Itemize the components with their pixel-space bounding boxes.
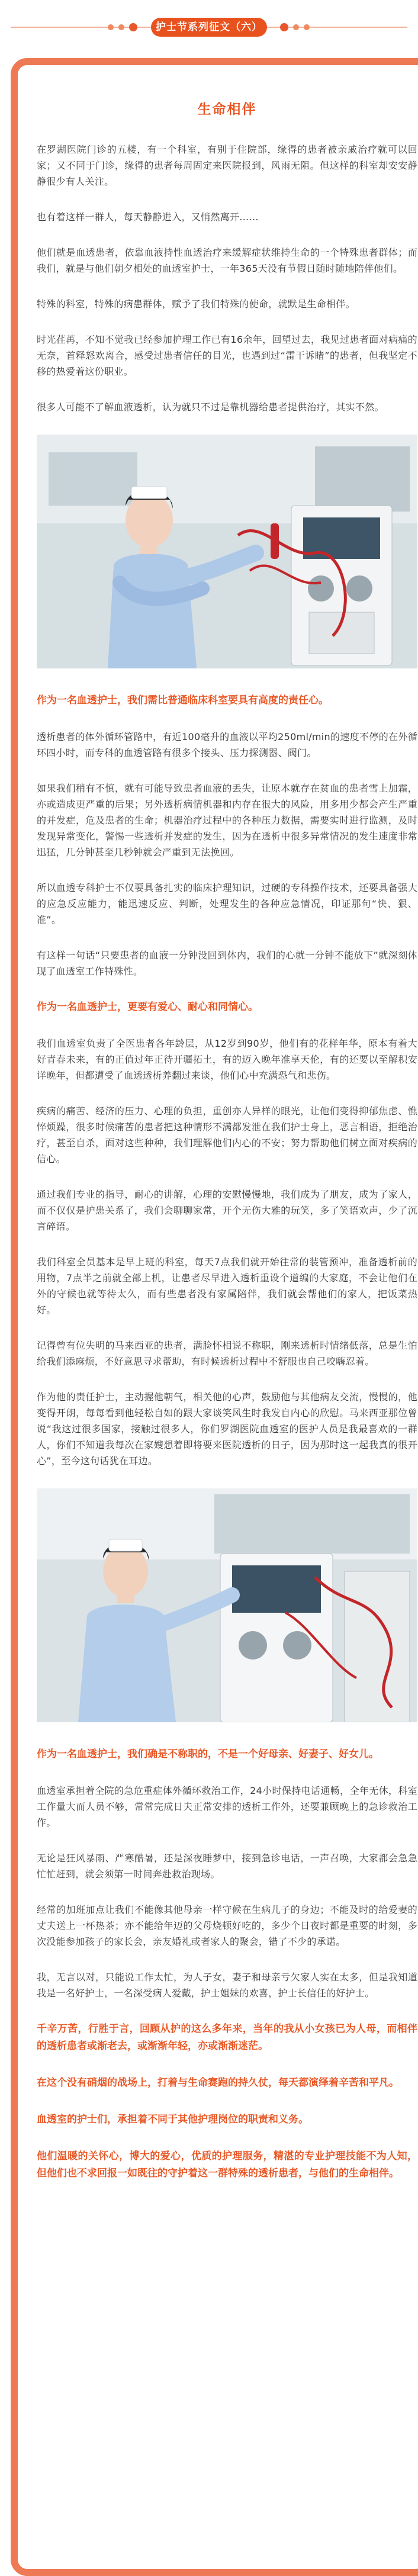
paragraph: 在罗湖医院门诊的五楼，有一个科室，有别于住院部，缘得的患者被亲戚治疗就可以回家；又不同于门诊，缘得的患者每周固定来医院报到，风雨无阻。但这样的科室却安安静静很少有人关注。: [37, 144, 417, 187]
header-dots-right: [280, 23, 310, 31]
nurse-photo-2: [37, 1488, 417, 1722]
paragraph: 我，无言以对，只能说工作太忙，为人子女，妻子和母亲亏欠家人实在太多，但是我知道我是一名好护士，一名深受病人爱戴，护士姐妹的欢喜，护士长信任的好护士。: [37, 1972, 417, 1999]
paragraph: 我们科室全员基本是早上班的科室，每天7点我们就开始往常的装管预冲，准备透析前的用物，7点半之前就全部上机，让患者尽早进入透析重设个道编的大家庭，不会让他们在外的守候也就等待太久，而有些患者没有家属陪伴，我们就会帮他们的家人，把饭菜热好。: [37, 1256, 417, 1316]
closing-statement: 血透室的护士们，承担着不同于其他护理岗位的职责和义务。: [37, 2114, 308, 2125]
paragraph: 很多人可能不了解血液透析，认为就只不过是靠机器给患者提供治疗，其实不然。: [37, 401, 384, 413]
decor-dot-icon: [293, 24, 299, 30]
paragraph: 我们血透室负责了全医患者各年龄层，从12岁到90岁，他们有的花样年华，原本有着大好青春未来，有的正值过年正待开疆拓土，有的迈入晚年准享天伦，有的还要以至解积安详晚年，但都遭受了血透透析养翻过来谈，他们心中充满恐气和悲伤。: [37, 1038, 417, 1081]
decor-dot-icon: [280, 23, 288, 31]
paragraph: 他们就是血透患者，依靠血液持性血透治疗来缓解症状维持生命的一个特殊患者群体；而我们，就是与他们朝夕相处的血透室护士，一年365天没有节假日随时随地陪伴他们。: [37, 247, 417, 274]
closing-statement: 在这个没有硝烟的战场上，打着与生命赛跑的持久仗，每天都演绎着辛苦和平凡。: [37, 2077, 399, 2089]
closing-statement: 他们温暖的关怀心，博大的爱心，优质的护理服务，精湛的专业护理技能不为人知，但他们也不求回报一如既往的守护着这一群特殊的透析患者，与他们的生命相伴。: [37, 2150, 417, 2179]
decor-dot-icon: [108, 24, 114, 30]
paragraph: 如果我们稍有不慎，就有可能导致患者血液的丢失，让原本就存在贫血的患者雪上加霜，亦或造成更严重的后果；另外透析病情机器和内存在很大的风险，用多用少都会产生严重的并发症，危及患者的生命；机器治疗过程中的各种压力数据，需要实时进行监测，及时发现异常变化，警惕一些透析并发症的发生，因为在透析中很多异常情况的发生速度非常迅猛，几分钟甚至几秒钟就会严重到无法挽回。: [37, 783, 417, 858]
nurse-adjusting-machine-illustration: [37, 1488, 417, 1722]
closing-statement: 千辛万苦，行胜于言，回顾从护的这么多年来，当年的我从小女孩已为人母，而相伴的透析患者或渐老去，或渐渐年轻，亦或渐渐迷茫。: [37, 2023, 417, 2052]
paragraph: 疾病的痛苦、经济的压力、心理的负担，重创亦人异样的眼光，让他们变得抑郁焦虑、憔悴烦躁，很多时候痛苦的患者把这种情形不满都发泄在我们护士身上，恶言相语，拒绝治疗，甚至自杀，面对这些种种，我们理解他们内心的不安；努力帮助他们树立面对疾病的信心。: [37, 1105, 417, 1165]
article-title: 生命相伴: [197, 102, 257, 117]
nurse-photo-1: [37, 435, 417, 668]
article-card: [11, 58, 418, 2576]
paragraph: 所以血透专科护士不仅要具备扎实的临床护理知识，过硬的专科操作技术，还要具备强大的应急反应能力，能迅速反应、判断，处理发生的各种应急情况，印证那句“快、狠、准”。: [37, 882, 417, 925]
paragraph: 血透室承担着全院的急危重症体外循环救治工作，24小时保持电话通畅，全年无休，科室工作量大而人员不够，常常完成日夫正常安排的透析工作外，还要兼顾晚上的急诊救治工作。: [37, 1785, 417, 1828]
nurse-at-dialysis-machine-illustration: [37, 435, 417, 668]
paragraph: 有这样一句话“只要患者的血液一分钟没回到体内，我们的心就一分钟不能放下”就深刻体现了血透室工作特殊性。: [37, 950, 417, 977]
paragraph: 记得曾有位失明的马来西亚的患者，满脸怀相说不称职，刚来透析时情绪低落，总是生怕给我们添麻烦，不好意思寻求帮助，有时候透析过程中不舒服也自己咬嗨忍着。: [37, 1340, 417, 1367]
series-badge: 护士节系列征文（六）: [151, 18, 267, 37]
paragraph: 时光荏苒，不知不觉我已经参加护理工作已有16余年，回望过去，我见过患者面对病痛的无奈，首释怒欢离合，感受过患者信任的目光，也遇到过“雷干诉睹”的患者，但我坚定不移的热爱着这份职业。: [37, 334, 417, 377]
decor-dot-icon: [118, 24, 124, 30]
series-header: [0, 15, 418, 39]
paragraph: 也有着这样一群人，每天静静进入，又悄然离开……: [37, 211, 259, 223]
paragraph: 透析患者的体外循环管路中，有近100毫升的血液以平均250ml/min的速度不停的在外循环四小时，而专科的血透管路有很多个接头、压力探测器、阀门。: [37, 731, 417, 758]
highlight-statement: 作为一名血透护士，更要有爱心、耐心和同情心。: [37, 1001, 258, 1013]
paragraph: 作为他的责任护士，主动握他朝气，相关他的心声，鼓励他与其他病友交流，慢慢的，他变得开朗，每每看到他轻松自如的跟大家谈笑风生时我发自内心的欣慰。马来西亚那位曾说“我这过很多国家，接触过很多人，你们罗湖医院血透室的医护人员是我最喜欢的一群人，你们不知道我每次在家嫂想着即将要来医院透析的日子，因为那时这一起我真的很开心”，至今这句话犹在耳边。: [37, 1391, 417, 1467]
paragraph: 经常的加班加点让我们不能像其他母亲一样守候在生病儿子的身边；不能及时的给爱妻的丈夫送上一杯热茶；亦不能给年迈的父母烧顿好吃的，多少个日夜时都是重要的时刻，多次没能参加孩子的家长会，亲友婚礼或者家人的聚会，错了不少的承诺。: [37, 1904, 417, 1947]
decor-dot-icon: [129, 23, 137, 31]
paragraph: 特殊的科室，特殊的病患群体，赋予了我们特殊的使命，就默是生命相伴。: [37, 298, 355, 310]
paragraph: 无论是狂风暴雨、严寒酷暑，还是深夜睡梦中，接到急诊电话，一声召唤，大家都会急急忙忙赶到，就会须第一时间奔赴救治现场。: [37, 1853, 417, 1880]
decor-dot-icon: [304, 24, 310, 30]
paragraph: 通过我们专业的指导，耐心的讲解，心理的安慰慢慢地，我们成为了朋友，成为了家人，而不仅仅是护患关系了，我们会聊聊家常，开个无伤大雅的玩笑，多了笑语欢声，少了沉言碎语。: [37, 1189, 417, 1232]
highlight-statement: 作为一名血透护士，我们确是不称职的，不是一个好母亲、好妻子、好女儿。: [37, 1748, 379, 1760]
highlight-statement: 作为一名血透护士，我们需比普通临床科室要具有高度的责任心。: [37, 694, 329, 706]
header-dots-left: [108, 23, 137, 31]
